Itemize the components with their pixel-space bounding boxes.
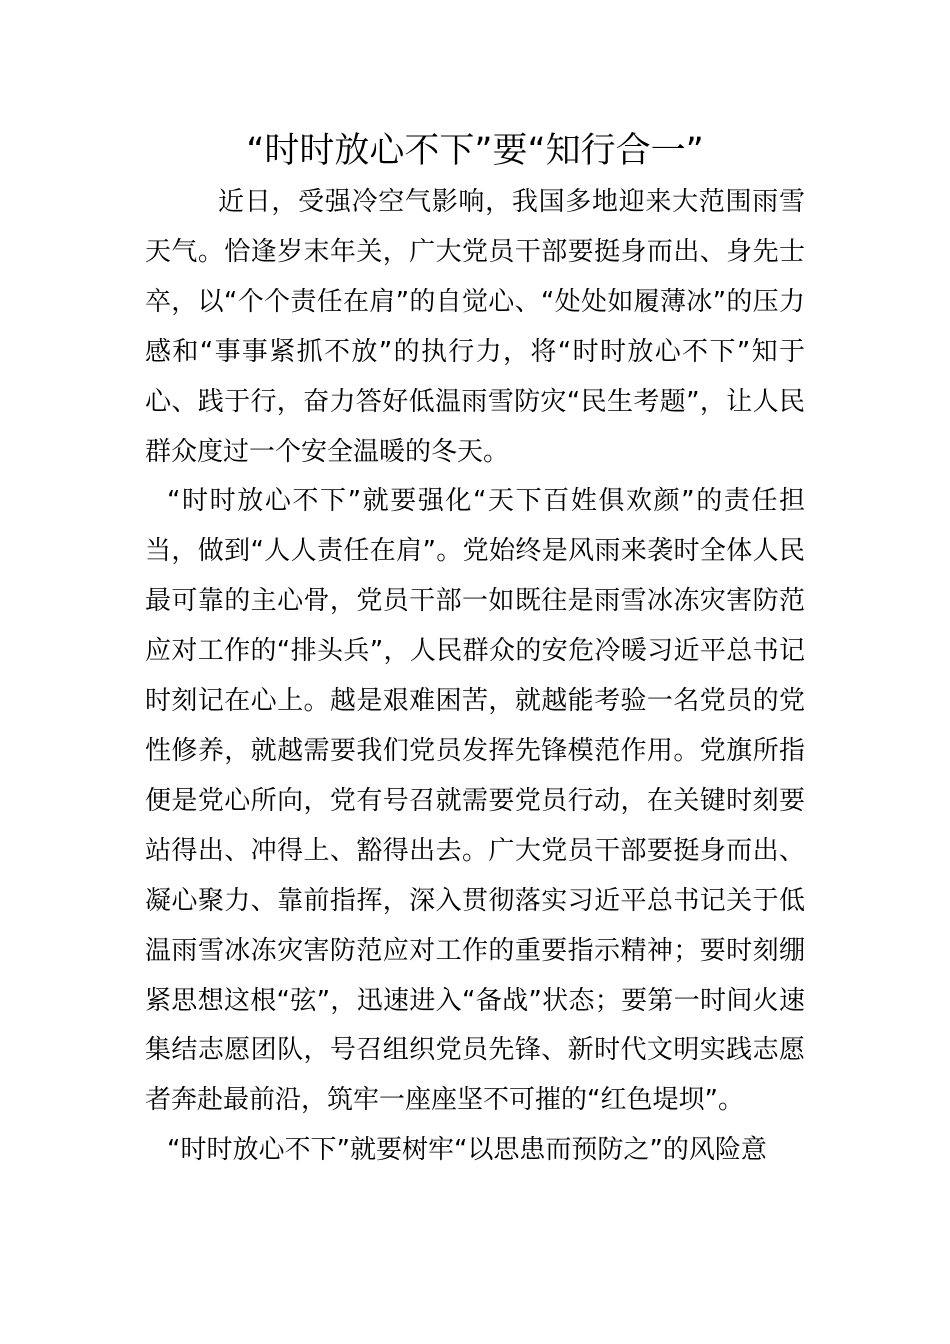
paragraph-2: “时时放心不下”就要强化“天下百姓俱欢颜”的责任担当，做到“人人责任在肩”。党始终是风雨来袭时全体人民最可靠的主心骨，党员干部一如既往是雨雪冰冻灾害防范应对工作的“排头兵”，人民群众的安危冷暖习近平总书记时刻记在心上。越是艰难困苦，就越能考验一名党员的党性修养，就越需要我们党员发挥先锋模范作用。党旗所指便是党心所向，党有号召就需要党员行动，在关键时刻要站得出、冲得上、豁得出去。广大党员干部要挺身而出、凝心聚力、靠前指挥，深入贯彻落实习近平总书记关于低温雨雪冰冻灾害防范应对工作的重要指示精神；要时刻绷紧思想这根“弦”，迅速进入“备战”状态；要第一时间火速集结志愿团队，号召组织党员先锋、新时代文明实践志愿者奔赴最前沿，筑牢一座座坚不可摧的“红色堤坝”。 bbox=[145, 486, 805, 1116]
document-body bbox=[145, 178, 805, 1176]
paragraph-3: “时时放心不下”就要树牢“以思患而预防之”的风险意 bbox=[167, 1135, 767, 1166]
paragraph-1: 近日，受强冷空气影响，我国多地迎来大范围雨雪天气。恰逢岁末年关，广大党员干部要挺身而出、身先士卒，以“个个责任在肩”的自觉心、“处处如履薄冰”的压力感和“事事紧抓不放”的执行力，将“时时放心不下”知于心、践于行，奋力答好低温雨雪防灾“民生考题”，让人民群众度过一个安全温暖的冬天。 bbox=[145, 187, 805, 467]
document-title: “时时放心不下”要“知行合一” bbox=[246, 131, 704, 171]
